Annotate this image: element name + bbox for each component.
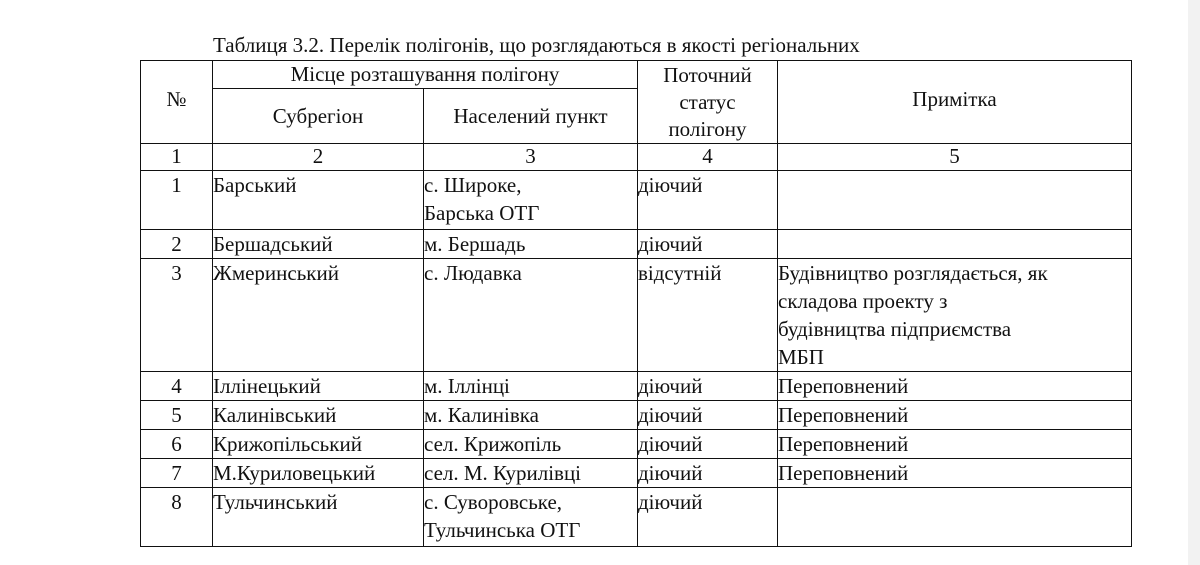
- row-number: 5: [141, 401, 213, 430]
- row-subregion: Тульчинський: [213, 488, 424, 547]
- header-status-line: полігону: [668, 117, 747, 141]
- row-status: діючий: [638, 230, 778, 259]
- settlement-line: с. Широке,: [424, 173, 522, 197]
- column-index: 4: [638, 144, 778, 171]
- row-subregion: Жмеринський: [213, 259, 424, 372]
- row-settlement: с. Людавка: [424, 259, 638, 372]
- row-number: 4: [141, 372, 213, 401]
- header-location-group: Місце розташування полігону: [213, 61, 638, 89]
- row-status: діючий: [638, 401, 778, 430]
- row-number: 1: [141, 171, 213, 230]
- note-line: МБП: [778, 345, 824, 369]
- row-note: [778, 230, 1132, 259]
- header-settlement: Населений пункт: [424, 89, 638, 144]
- table-row: [141, 430, 1132, 459]
- row-settlement: [424, 488, 638, 547]
- row-settlement: [424, 171, 638, 230]
- header-subregion: Субрегіон: [213, 89, 424, 144]
- row-settlement: сел. М. Курилівці: [424, 459, 638, 488]
- table-row: [141, 372, 1132, 401]
- settlement-line: Тульчинська ОТГ: [424, 518, 581, 542]
- table-row: [141, 459, 1132, 488]
- row-status: діючий: [638, 459, 778, 488]
- landfill-table: [140, 60, 1132, 547]
- row-subregion: Барський: [213, 171, 424, 230]
- row-number: 6: [141, 430, 213, 459]
- row-subregion: Калинівський: [213, 401, 424, 430]
- settlement-line: с. Суворовське,: [424, 490, 563, 514]
- header-note: Примітка: [778, 61, 1132, 144]
- row-number: 3: [141, 259, 213, 372]
- note-line: будівництва підприємства: [778, 317, 1012, 341]
- table-row: [141, 171, 1132, 230]
- row-note: [778, 488, 1132, 547]
- row-subregion: Бершадський: [213, 230, 424, 259]
- row-subregion: Крижопільський: [213, 430, 424, 459]
- row-note: Переповнений: [778, 372, 1132, 401]
- column-index: 3: [424, 144, 638, 171]
- row-note: Переповнений: [778, 459, 1132, 488]
- row-number: 7: [141, 459, 213, 488]
- header-status-line: статус: [679, 90, 736, 114]
- row-subregion: М.Куриловецький: [213, 459, 424, 488]
- row-note: Переповнений: [778, 401, 1132, 430]
- note-line: складова проекту з: [778, 289, 948, 313]
- column-index: 2: [213, 144, 424, 171]
- row-settlement: сел. Крижопіль: [424, 430, 638, 459]
- table-row: [141, 230, 1132, 259]
- page-edge-shade: [1188, 0, 1200, 565]
- table-row: [141, 488, 1132, 547]
- header-status-line: Поточний: [663, 63, 752, 87]
- row-status: діючий: [638, 488, 778, 547]
- row-status: діючий: [638, 171, 778, 230]
- row-status: відсутній: [638, 259, 778, 372]
- header-status: [638, 61, 778, 144]
- row-settlement: м. Бершадь: [424, 230, 638, 259]
- row-subregion: Іллінецький: [213, 372, 424, 401]
- note-line: Будівництво розглядається, як: [778, 261, 1048, 285]
- row-status: діючий: [638, 372, 778, 401]
- header-number: №: [141, 61, 213, 144]
- settlement-line: Барська ОТГ: [424, 201, 540, 225]
- row-number: 2: [141, 230, 213, 259]
- table-row: [141, 401, 1132, 430]
- row-settlement: м. Іллінці: [424, 372, 638, 401]
- column-index: 5: [778, 144, 1132, 171]
- table-row: [141, 259, 1132, 372]
- row-note: [778, 171, 1132, 230]
- row-note: [778, 259, 1132, 372]
- table-caption: Таблиця 3.2. Перелік полігонів, що розглядаються в якості регіональних: [213, 33, 860, 57]
- row-settlement: м. Калинівка: [424, 401, 638, 430]
- row-number: 8: [141, 488, 213, 547]
- column-index: 1: [141, 144, 213, 171]
- row-status: діючий: [638, 430, 778, 459]
- row-note: Переповнений: [778, 430, 1132, 459]
